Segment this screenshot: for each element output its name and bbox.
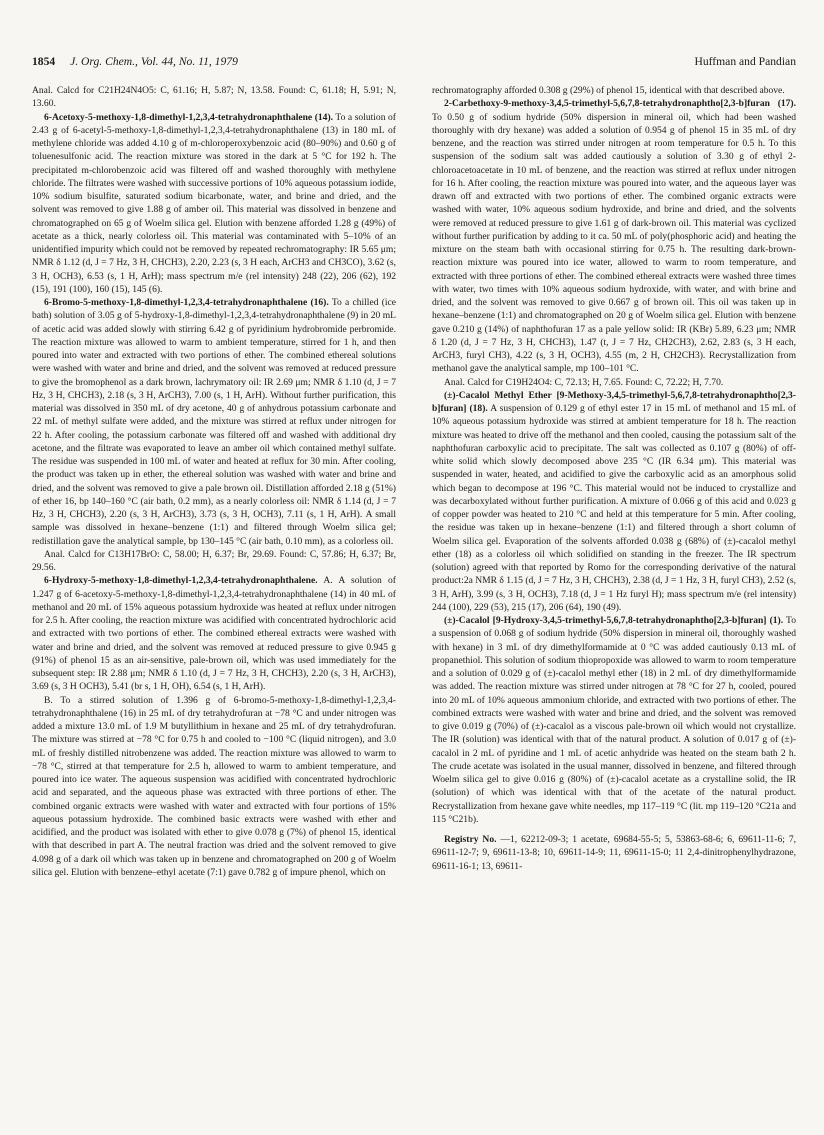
journal-citation: J. Org. Chem., Vol. 44, No. 11, 1979 [70, 55, 238, 68]
page-number: 1854 [32, 55, 56, 68]
paragraph [432, 389, 796, 614]
paragraph-text: Anal. Calcd for C13H17BrO: C, 58.00; H, 6.37; Br, 29.69. Found: C, 57.86; H, 6.37; Br, 29.56. [32, 548, 396, 573]
paragraph [32, 694, 396, 880]
paragraph-text: rechromatography afforded 0.308 g (29%) of phenol 15, identical with that described above. [432, 85, 785, 96]
running-head-authors: Huffman and Pandian [694, 55, 796, 68]
paragraph-heading: (±)-Cacalol [9-Hydroxy-3,4,5-trimethyl-5,6,7,8-tetrahydronaphtho[2,3-b]furan] (1). [444, 615, 784, 626]
paragraph-text: To a suspension of 0.068 g of sodium hydride (50% dispersion in mineral oil, thoroughly washed with hexane) in 3 mL of dry dimethylformamide at 0 °C was added cautiously 0.13 mL of propanethiol. This solution of sodium thiopropoxide was allowed to warm to room temperature and a solution of 0.029 g of (±)-cacalol methyl ether (18) in 2 mL of dry dimethylformamide was added. The reaction mixture was stirred under nitrogen at 78 °C for 27 h, cooled, poured into 20 mL of 10% aqueous ammonium chloride, and extracted with two portions of ether. The combined extracts were washed with water and brine and dried, and the solvent was removed to give 0.019 g (70%) of (±)-cacalol as a viscous pale-brown oil which would not crystallize. The IR (solution) was identical with that of the natural product. A solution of 0.017 g of (±)-cacalol in 2 mL of pyridine and 1 mL of acetic anhydride was heated on the steam bath 2 h. The crude acetate was isolated in the usual manner, dissolved in benzene, and filtered through Woelm silica gel to give 0.016 g (80%) of (±)-cacalol acetate as a crystalline solid, the IR (solution) of which was identical with that of the acetate of the natural product. Recrystallization from hexane gave white needles, mp 117–119 °C (lit. mp 119–120 °C21a and 115 °C21b). [432, 615, 796, 825]
paragraph-heading: 6-Hydroxy-5-methoxy-1,8-dimethyl-1,2,3,4-tetrahydronaphthalene. [44, 575, 318, 587]
paragraph [432, 97, 796, 375]
paragraph [432, 376, 796, 389]
paragraph-text: Anal. Calcd for C21H24N4O5: C, 61.16; H, 5.87; N, 13.58. Found: C, 61.18; H, 5.91; N, 13.60. [32, 85, 396, 110]
paragraph [32, 574, 396, 693]
paragraph [432, 833, 796, 873]
left-column [32, 84, 396, 879]
paragraph-heading: Registry No. [444, 834, 497, 845]
paragraph-text: —1, 62212-09-3; 1 acetate, 69684-55-5; 5, 53863-68-6; 6, 69611-11-6; 7, 69611-12-7; 9, 69611-13-8; 10, 69611-14-9; 11, 69611-15-0; 11 2,4-dinitrophenylhydrazone, 69611-16-1; 13, 69611- [432, 834, 797, 872]
page-header [32, 52, 796, 72]
paragraph-text: A suspension of 0.129 g of ethyl ester 17 in 15 mL of methanol and 15 mL of 10% aqueous potassium hydroxide was stirred at ambient temperature for 18 h. The reaction mixture was heated to drive off the methanol and then cooled, causing the potassium salt of the naphthofuran carboxylic acid to precipitate. The salt was collected as 0.107 g (80%) of off-white solid which slowly decomposed above 235 °C (IR 6.34 μm). This material was suspended in water, heated, and acidified to give the carboxylic acid as an amorphous solid which began to decompose at 196 °C. This material would not be induced to crystallize and was decarboxylated without further purification. A mixture of 0.066 g of this acid and 0.023 g of copper powder was heated to 210 °C and held at this temperature for 5 min. After cooling, the residue was taken up in hexane–benzene (1:1) and filtered through a short column of Woelm silica gel. Evaporation of the solvents afforded 0.038 g (68%) of (±)-cacalol methyl ether (18) as a colorless oil which solidified on standing in the freezer. The IR spectrum (solution) agreed with that reported by Romo for the corresponding derivative of the natural product:2a NMR δ 1.15 (d, J = 7 Hz, 3 H, CHCH3), 2.38 (d, J = 1 Hz, 3 H, furyl CH3), 2.52 (s, 3 H, ArH), 3.99 (s, 3 H, OCH3), 7.18 (d, J = 1 Hz furyl H); mass spectrum m/e (rel intensity) 244 (100), 229 (53), 215 (17), 206 (64), 190 (49). [432, 403, 796, 613]
paragraph-heading: 6-Acetoxy-5-methoxy-1,8-dimethyl-1,2,3,4-tetrahydronaphthalene (14). [44, 111, 334, 123]
right-column [432, 84, 796, 873]
paragraph [32, 84, 396, 111]
paragraph-text: Anal. Calcd for C19H24O4: C, 72.13; H, 7.65. Found: C, 72.22; H, 7.70. [444, 376, 724, 388]
paragraph [432, 84, 796, 97]
paragraph [32, 111, 396, 297]
paragraph-text: To a chilled (ice bath) solution of 3.05 g of 5-hydroxy-1,8-dimethyl-1,2,3,4-tetrahydronaphthalene (9) in 20 mL of acetic acid was added slowly with stirring 6.42 g of pyridinium hydrobromide perbromide. The reaction mixture was allowed to warm to ambient temperature, stirred for 1 h, and then poured into water and extracted with two portions of ether. The combined ethereal solutions were washed with water and brine and dried, and the solvent was removed at reduced pressure to give the bromophenol as a dark brown, lachrymatory oil: IR 2.69 μm; NMR δ 1.10 (d, J = 7 Hz, 3 H, CHCH3), 2.18 (s, 3 H, ArCH3), 7.00 (s, 1 H, ArH). Without further purification, this material was dissolved in 350 mL of dry acetone, 40 g of anhydrous potassium carbonate and 22 mL of methyl sulfate were added, and the mixture was stirred at reflux under nitrogen for 22 h. After cooling, the potassium carbonate was filtered off and washed with additional dry acetone, and the filtrate was evaporated to leave an amber oil which contained methyl sulfate. The residue was suspended in 100 mL of water and heated at reflux for 30 min. After cooling, the product was taken up in ether, the ethereal solution was washed with water and brine and dried, and the solvent was removed to give a pale brown oil. Distillation afforded 2.18 g (51%) of ether 16, bp 140–160 °C (air bath, 0.2 mm), as a nearly colorless oil: NMR δ 1.14 (d, J = 7 Hz, 3 H, CHCH3), 2.20 (s, 3 H, ArCH3), 3.73 (s, 3 H, OCH3), 7.11 (s, 1 H, ArH). A small sample was dissolved in hexane–benzene (1:1) and filtered through Woelm silica gel; redistillation gave the analytical sample, bp 130–145 °C (air bath, 0.10 mm), as a colorless oil. [32, 297, 397, 547]
paragraph-text: B. To a stirred solution of 1.396 g of 6-bromo-5-methoxy-1,8-dimethyl-1,2,3,4-tetrahydronaphthalene (16) in 25 mL of dry tetrahydrofuran at −78 °C and under nitrogen was added a mixture 13.0 mL of 1.9 M butyllithium in hexane and 25 mL of dry tetrahydrofuran. The mixture was stirred at −78 °C for 0.75 h and cooled to −100 °C (liquid nitrogen), and 3.0 mL of freshly distilled nitrobenzene was added. The reaction mixture was allowed to warm to −78 °C, stirred at that temperature for 2.5 h, allowed to warm to ambient temperature, and poured into ice water. The aqueous suspension was acidified with concentrated hydrochloric acid and separated, and the aqueous phase was extracted with three portions of ether. The combined organic extracts were washed with water and extracted with four portions of 15% aqueous potassium hydroxide. The combined basic extracts were washed with ether and acidified, and the product was isolated with ether to give 0.078 g (7%) of phenol 15, identical with that described in part A. The neutral fraction was dried and the solvent removed to give 4.098 g of a dark oil which was taken up in benzene and chromatographed on 200 g of Woelm silica gel. Elution with benzene–ethyl acetate (7:1) gave 0.782 g of impure phenol, which on [32, 694, 396, 878]
paragraph [432, 614, 796, 826]
paragraph-heading: (±)-Cacalol Methyl Ether [9-Methoxy-3,4,5-trimethyl-5,6,7,8-tetrahydronaphtho[2,3-b]furan] (18). [432, 389, 796, 414]
paragraph-heading: 6-Bromo-5-methoxy-1,8-dimethyl-1,2,3,4-tetrahydronaphthalene (16). [44, 297, 329, 308]
paragraph [32, 548, 396, 575]
paragraph [32, 296, 396, 548]
paragraph-heading: 2-Carbethoxy-9-methoxy-3,4,5-trimethyl-5,6,7,8-tetrahydronaphtho[2,3-b]furan (17). [444, 98, 796, 110]
paragraph-text: To 0.50 g of sodium hydride (50% dispersion in mineral oil, which had been washed thoroughly with dry hexane) was added a solution of 0.954 g of phenol 15 in 35 mL of dry benzene, and the reaction was stirred under nitrogen at room temperature for 0.5 h. To this suspension of the sodium salt was added cautiously a solution of 3.30 g of ethyl 2-chloroacetoacetate in 10 mL of benzene, and the reaction was stirred at reflux under nitrogen for 16 h. After cooling, the reaction mixture was poured into water, and the aqueous layer was drawn off and extracted with two portions of ether. The combined organic extracts were washed with water, 10% aqueous sodium hydroxide, and brine and dried, and the solvents were removed at reduced pressure to give 1.61 g of dark-brown oil. This material was cyclized without further purification by adding to it ca. 50 mL of poly(phosphoric acid) and heating the mixture on the steam bath with occasional stirring for 0.75 h. The resulting dark-brown-reaction mixture was poured into ice water, allowed to warm to room temperature, and extracted with three portions of ether. The combined ethereal extracts were washed three times with water, two times with 10% aqueous sodium hydroxide, with water, and with brine and dried, and the solvent was removed to give 0.667 g of brown oil. This oil was taken up in hexane–benzene (1:1) and chromatographed on 20 g of Woelm silica gel. Elution with benzene gave 0.210 g (14%) of naphthofuran 17 as a pale yellow solid: IR (KBr) 5.89, 6.23 μm; NMR δ 1.20 (d, J = 7 Hz, 3 H, CHCH3), 1.47 (t, J = 7 Hz, CH2CH3), 2.62, 2.83 (s, 3 H each, ArCH3, furyl CH3), 4.22 (s, 3 H, OCH3), 4.55 (m, 2 H, CH2CH3). Recrystallization from methanol gave the analytical sample, mp 100–101 °C. [432, 111, 796, 375]
paragraph-text: A. A solution of 1.247 g of 6-acetoxy-5-methoxy-1,8-dimethyl-1,2,3,4-tetrahydronaphthalene (14) in 40 mL of methanol and 20 mL of 15% aqueous potassium hydroxide was heated at reflux under nitrogen for 2.5 h. After cooling, the reaction mixture was acidified with concentrated hydrochloric acid and extracted with two portions of ether. The combined ethereal extracts were washed with water and brine and dried, and the solvent was removed at reduced pressure to give 0.945 g (91%) of phenol 15 as an air-sensitive, pale-brown oil, which was used immediately for the subsequent step: IR 2.88 μm; NMR δ 1.10 (d, J = 7 Hz, 3 H, CHCH3), 2.20 (s, 3 H, ArCH3), 3.69 (s, 3 H OCH3), 5.41 (br s, 1 H, OH), 6.54 (s, 1 H, ArH). [32, 575, 396, 693]
paragraph-text: To a solution of 2.43 g of 6-acetyl-5-methoxy-1,8-dimethyl-1,2,3,4-tetrahydronaphthalene (13) in 180 mL of methylene chloride was added 4.10 g of m-chloroperoxybenzoic acid (80–90%) and 0.60 g of toluenesulfonic acid. The reaction mixture was stored in the dark at 5 °C for 192 h. The precipitated m-chlorobenzoic acid was filtered off and washed thoroughly with methylene chloride. The filtrates were washed with successive portions of 10% aqueous potassium iodide, 10% sodium bisulfite, saturated sodium bicarbonate, water, and brine and dried, and the solvent was removed to give 1.88 g of amber oil. This material was dissolved in benzene and chromatographed on 65 g of Woelm silica gel. Elution with benzene afforded 1.28 g (49%) of acetate as a thick, nearly colorless oil. This material was contaminated with 5–10% of an unidentified impurity which could not be removed by repeated rechromatography: IR 5.65 μm; NMR δ 1.12 (d, J = 7 Hz, 3 H, CHCH3), 2.20, 2.23 (s, 3 H each, ArCH3 and CH3CO), 3.62 (s, 3 H, OCH3), 6.53 (s, 1 H, ArH); mass spectrum m/e (rel intensity) 248 (22), 206 (62), 192 (15), 191 (100), 160 (15), 145 (6). [32, 111, 396, 295]
